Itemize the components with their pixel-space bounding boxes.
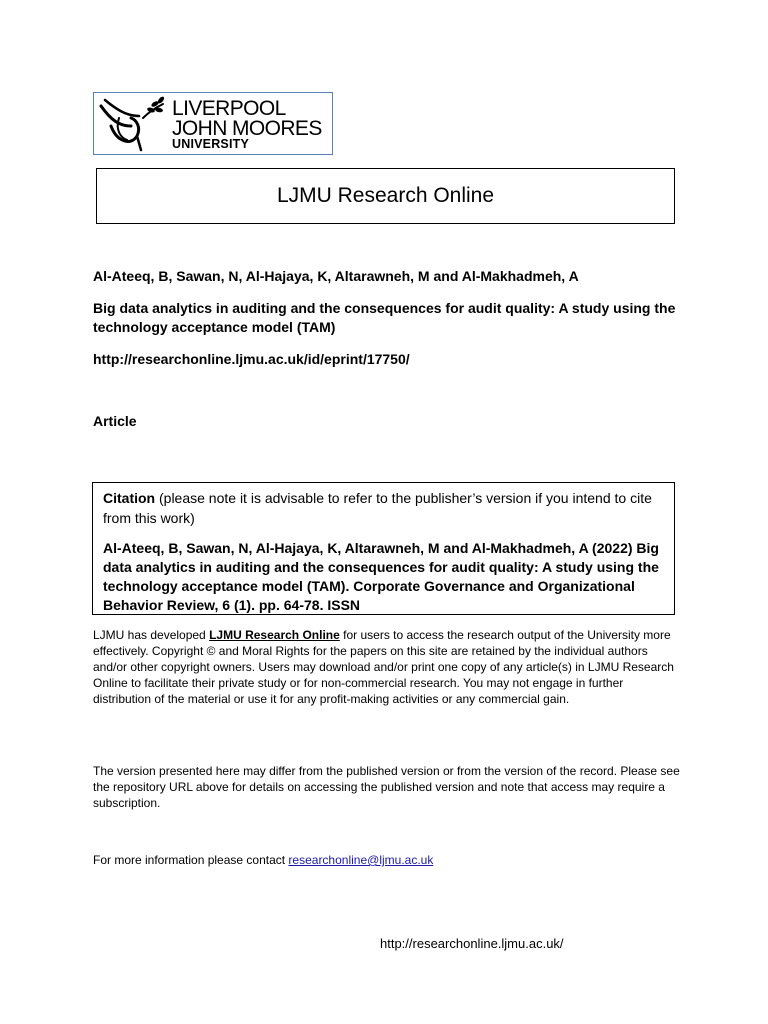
- record-type: Article: [93, 413, 137, 429]
- contact-email-link[interactable]: researchonline@ljmu.ac.uk: [288, 853, 434, 867]
- logo-line-john-moores: JOHN MOORES: [172, 117, 322, 140]
- page-title: LJMU Research Online: [276, 184, 495, 207]
- citation-box: [92, 482, 675, 615]
- logo-line-liverpool: LIVERPOOL: [172, 97, 286, 120]
- liver-bird-icon: [97, 96, 169, 152]
- logo-line-university: UNIVERSITY: [172, 137, 250, 151]
- record-title: Big data analytics in auditing and the consequences for audit quality: A study using the technology acceptance model (TAM): [93, 300, 676, 335]
- contact-text: For more information please contact: [93, 853, 289, 867]
- contact-notice: [93, 852, 683, 868]
- record-authors: Al-Ateeq, B, Sawan, N, Al-Hajaya, K, Altarawneh, M and Al-Makhadmeh, A: [93, 268, 579, 284]
- record-url: http://researchonline.ljmu.ac.uk/id/eprint/17750/: [93, 351, 410, 367]
- citation-header: [103, 488, 663, 528]
- ljmu-logo: [93, 92, 333, 155]
- notice-text-rest: for users to access the research output of the University more effectively. Copyright © and Moral Rights for the papers on this site are retained by the individual authors and/or other copyright owners. Users may download and/or print one copy of any article(s) in LJMU Research Online to facilitate their private study or for non-commercial research. You may not engage in further distribution of the material or use it for any profit-making activities or any commercial gain.: [93, 628, 674, 706]
- page-title-box: [96, 168, 675, 224]
- citation-note: (please note it is advisable to refer to the publisher’s version if you intend to cite from this work): [103, 490, 652, 526]
- citation-text: Al-Ateeq, B, Sawan, N, Al-Hajaya, K, Altarawneh, M and Al-Makhadmeh, A (2022) Big data analytics in auditing and the consequences for audit quality: A study using the technology acceptance model (TAM). Corporate Governance and Organizational Behavior Review, 6 (1). pp. 64-78. ISSN: [103, 540, 659, 613]
- copyright-notice: [93, 627, 683, 707]
- ljmu-research-online-link[interactable]: LJMU Research Online: [209, 628, 340, 642]
- citation-label: Citation: [103, 490, 156, 506]
- footer-url: http://researchonline.ljmu.ac.uk/: [380, 936, 564, 951]
- notice-text-start: LJMU has developed: [93, 628, 210, 642]
- version-notice: The version presented here may differ from the published version or from the version of the record. Please see the repository URL above for details on accessing the published version and note that access may require a subscription.: [93, 764, 680, 810]
